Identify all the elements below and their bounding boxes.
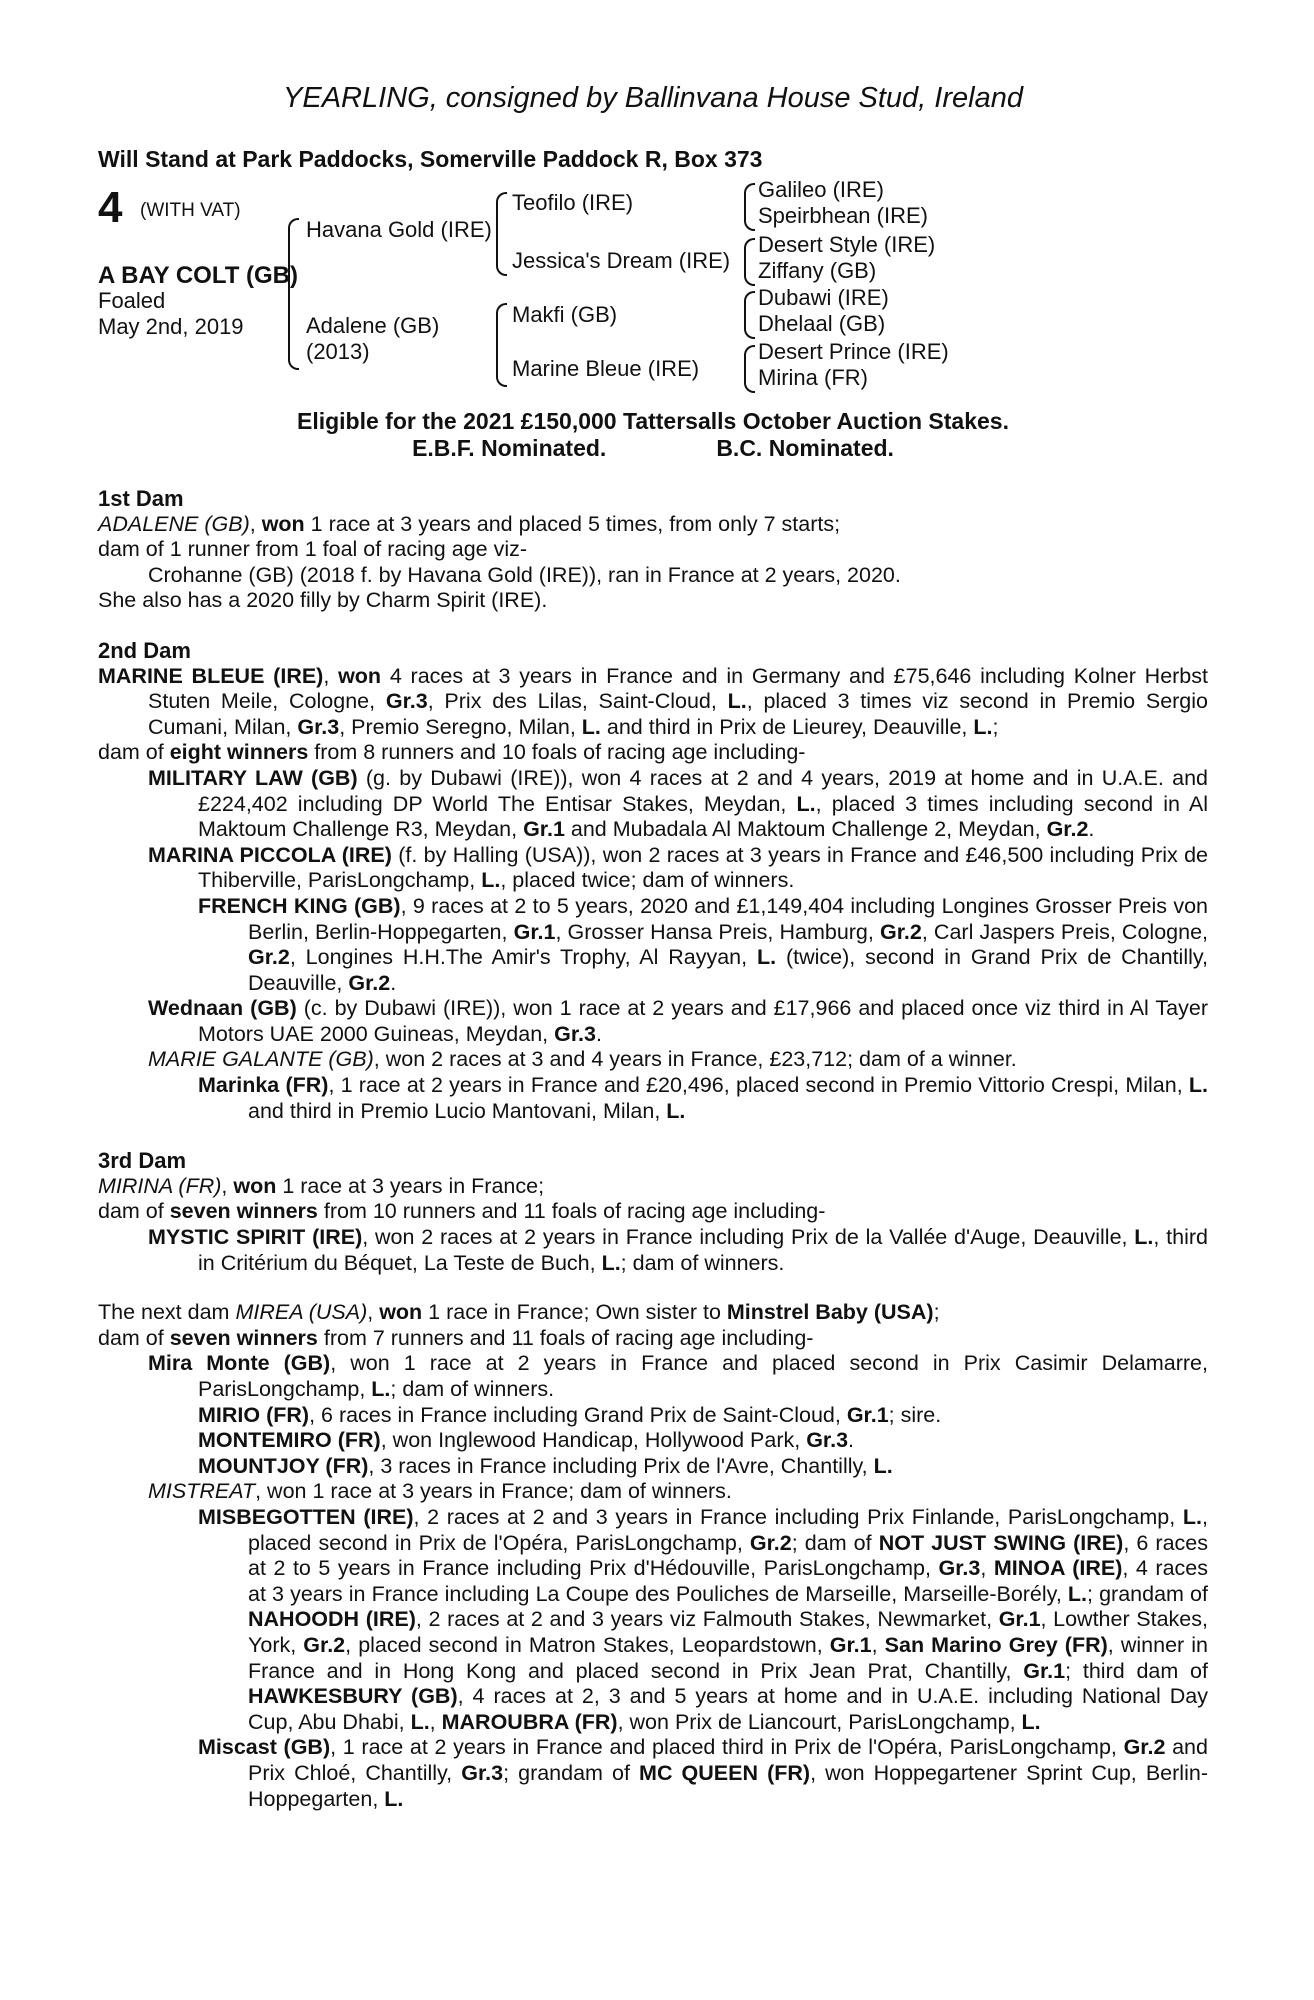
- list-item: MISTREAT, won 1 race at 3 years in France; dam of winners.: [148, 1479, 732, 1504]
- pedigree-dam-year: (2013): [306, 339, 370, 364]
- list-item: Mira Monte (GB), won 1 race at 2 years in France and placed second in Prix Casimir Delamarre, ParisLongchamp, L.; dam of winners.: [148, 1351, 1208, 1401]
- pedigree-ddd: Mirina (FR): [758, 365, 868, 390]
- pedigree-brace: [288, 218, 299, 370]
- first-dam-produce: dam of 1 runner from 1 foal of racing age viz-: [98, 537, 528, 562]
- list-item: Miscast (GB), 1 race at 2 years in France and placed third in Prix de l'Opéra, ParisLongchamp, Gr.2 and Prix Chloé, Chantilly, Gr.3; grandam of MC QUEEN (FR), won Hoppegartener Sprint Cup, Berlin-Hoppegarten, L.: [198, 1735, 1208, 1811]
- third-dam-heading: 3rd Dam: [98, 1148, 187, 1174]
- next-dam-produce: dam of seven winners from 7 runners and 11 foals of racing age including-: [98, 1325, 814, 1350]
- next-dam-record: The next dam MIREA (USA), won 1 race in France; Own sister to Minstrel Baby (USA);: [98, 1300, 940, 1325]
- pedigree-sds: Desert Style (IRE): [758, 232, 936, 257]
- pedigree-sire-dam: Jessica's Dream (IRE): [512, 248, 731, 273]
- horse-description: A BAY COLT (GB): [98, 262, 299, 289]
- list-item: MARIE GALANTE (GB), won 2 races at 3 and 4 years in France, £23,712; dam of a winner.: [148, 1047, 1017, 1072]
- pedigree-sire: Havana Gold (IRE): [306, 217, 492, 242]
- list-item: MILITARY LAW (GB) (g. by Dubawi (IRE)), won 4 races at 2 and 4 years, 2019 at home and in U.A.E. and £224,402 including DP World The Entisar Stakes, Meydan, L., placed 3 times including second in Al Maktoum Challenge R3, Meydan, Gr.1 and Mubadala Al Maktoum Challenge 2, Meydan, Gr.2.: [148, 765, 1208, 842]
- third-dam-produce: dam of seven winners from 10 runners and 11 foals of racing age including-: [98, 1199, 826, 1224]
- pedigree-dss: Dubawi (IRE): [758, 285, 889, 310]
- foaled-info: [98, 288, 244, 340]
- first-dam-record: ADALENE (GB), won 1 race at 3 years and placed 5 times, from only 7 starts;: [98, 511, 841, 536]
- pedigree-dds: Desert Prince (IRE): [758, 339, 949, 364]
- second-dam-record: MARINE BLEUE (IRE), won 4 races at 3 years in France and in Germany and £75,646 including Kolner Herbst Stuten Meile, Cologne, Gr.3, Prix des Lilas, Saint-Cloud, L., placed 3 times viz second in Premio Sergio Cumani, Milan, Gr.3, Premio Seregno, Milan, L. and third in Prix de Lieurey, Deauville, L.;: [98, 663, 1208, 739]
- pedigree-sdd: Ziffany (GB): [758, 258, 877, 283]
- list-item: FRENCH KING (GB), 9 races at 2 to 5 years, 2020 and £1,149,404 including Longines Grosser Preis von Berlin, Berlin-Hoppegarten, Gr.1, Grosser Hansa Preis, Hamburg, Gr.2, Carl Jaspers Preis, Cologne, Gr.2, Longines H.H.The Amir's Trophy, Al Rayyan, L. (twice), second in Grand Prix de Chantilly, Deauville, Gr.2.: [198, 893, 1208, 995]
- list-item: Wednaan (GB) (c. by Dubawi (IRE)), won 1 race at 2 years and £17,966 and placed once viz third in Al Tayer Motors UAE 2000 Guineas, Meydan, Gr.3.: [148, 996, 1208, 1046]
- first-dam-foal: Crohanne (GB) (2018 f. by Havana Gold (IRE)), ran in France at 2 years, 2020.: [148, 562, 901, 587]
- list-item: MONTEMIRO (FR), won Inglewood Handicap, Hollywood Park, Gr.3.: [198, 1428, 855, 1453]
- pedigree-brace: [496, 192, 507, 276]
- list-item: MOUNTJOY (FR), 3 races in France including Prix de l'Avre, Chantilly, L.: [198, 1453, 893, 1478]
- first-dam-note: She also has a 2020 filly by Charm Spirit (IRE).: [98, 588, 548, 613]
- foaled-date: May 2nd, 2019: [98, 314, 244, 339]
- lot-number: 4: [98, 183, 123, 232]
- second-dam-produce: dam of eight winners from 8 runners and 10 foals of racing age including-: [98, 740, 806, 765]
- pedigree-sss: Galileo (IRE): [758, 177, 884, 202]
- foaled-label: Foaled: [98, 288, 166, 313]
- eligibility-line: Eligible for the 2021 £150,000 Tattersalls October Auction Stakes.: [296, 408, 1009, 434]
- nominations: [98, 435, 1208, 462]
- pedigree-dam-dam: Marine Bleue (IRE): [512, 356, 700, 381]
- eligibility-block: [98, 408, 1208, 462]
- pedigree-brace: [744, 291, 755, 339]
- pedigree-dam-sire: Makfi (GB): [512, 302, 618, 327]
- pedigree-brace: [744, 345, 755, 393]
- list-item: MIRIO (FR), 6 races in France including Grand Prix de Saint-Cloud, Gr.1; sire.: [198, 1402, 942, 1427]
- first-dam-heading: 1st Dam: [98, 486, 184, 511]
- second-dam-heading: 2nd Dam: [98, 637, 191, 663]
- third-dam-record: MIRINA (FR), won 1 race at 3 years in France;: [98, 1173, 545, 1198]
- pedigree-brace: [496, 303, 507, 387]
- list-item: MYSTIC SPIRIT (IRE), won 2 races at 2 years in France including Prix de la Vallée d'Auge, Deauville, L., third in Critérium du Béquet, La Teste de Buch, L.; dam of winners.: [148, 1225, 1208, 1275]
- ebf-nominated: E.B.F. Nominated.: [412, 435, 607, 461]
- list-item: MARINA PICCOLA (IRE) (f. by Halling (USA)), won 2 races at 3 years in France and £46,500 including Prix de Thiberville, ParisLongchamp, L., placed twice; dam of winners.: [148, 842, 1208, 893]
- pedigree-dam: Adalene (GB): [306, 313, 440, 338]
- pedigree-brace: [744, 183, 755, 231]
- bc-nominated: B.C. Nominated.: [716, 435, 894, 461]
- page-title: YEARLING, consigned by Ballinvana House Stud, Ireland: [283, 82, 1023, 114]
- pedigree-brace: [744, 238, 755, 286]
- list-item: MISBEGOTTEN (IRE), 2 races at 2 and 3 years in France including Prix Finlande, ParisLongchamp, L., placed second in Prix de l'Opéra, ParisLongchamp, Gr.2; dam of NOT JUST SWING (IRE), 6 races at 2 to 5 years in France including Prix d'Hédouville, ParisLongchamp, Gr.3, MINOA (IRE), 4 races at 3 years in France including La Coupe des Pouliches de Marseille, Marseille-Borély, L.; grandam of NAHOODH (IRE), 2 races at 2 and 3 years viz Falmouth Stakes, Newmarket, Gr.1, Lowther Stakes, York, Gr.2, placed second in Matron Stakes, Leopardstown, Gr.1, San Marino Grey (FR), winner in France and in Hong Kong and placed second in Prix Jean Prat, Chantilly, Gr.1; third dam of HAWKESBURY (GB), 4 races at 2, 3 and 5 years at home and in U.A.E. including National Day Cup, Abu Dhabi, L., MAROUBRA (FR), won Prix de Liancourt, ParisLongchamp, L.: [198, 1504, 1208, 1734]
- pedigree-dsd: Dhelaal (GB): [758, 311, 886, 336]
- pedigree-sire-sire: Teofilo (IRE): [512, 190, 634, 215]
- vat-note: (WITH VAT): [140, 200, 241, 221]
- dam-details: [98, 486, 1208, 1812]
- list-item: Marinka (FR), 1 race at 2 years in France and £20,496, placed second in Premio Vittorio Crespi, Milan, L. and third in Premio Lucio Mantovani, Milan, L.: [198, 1073, 1208, 1123]
- pedigree-ssd: Speirbhean (IRE): [758, 203, 928, 228]
- stand-location: Will Stand at Park Paddocks, Somerville Paddock R, Box 373: [98, 146, 763, 172]
